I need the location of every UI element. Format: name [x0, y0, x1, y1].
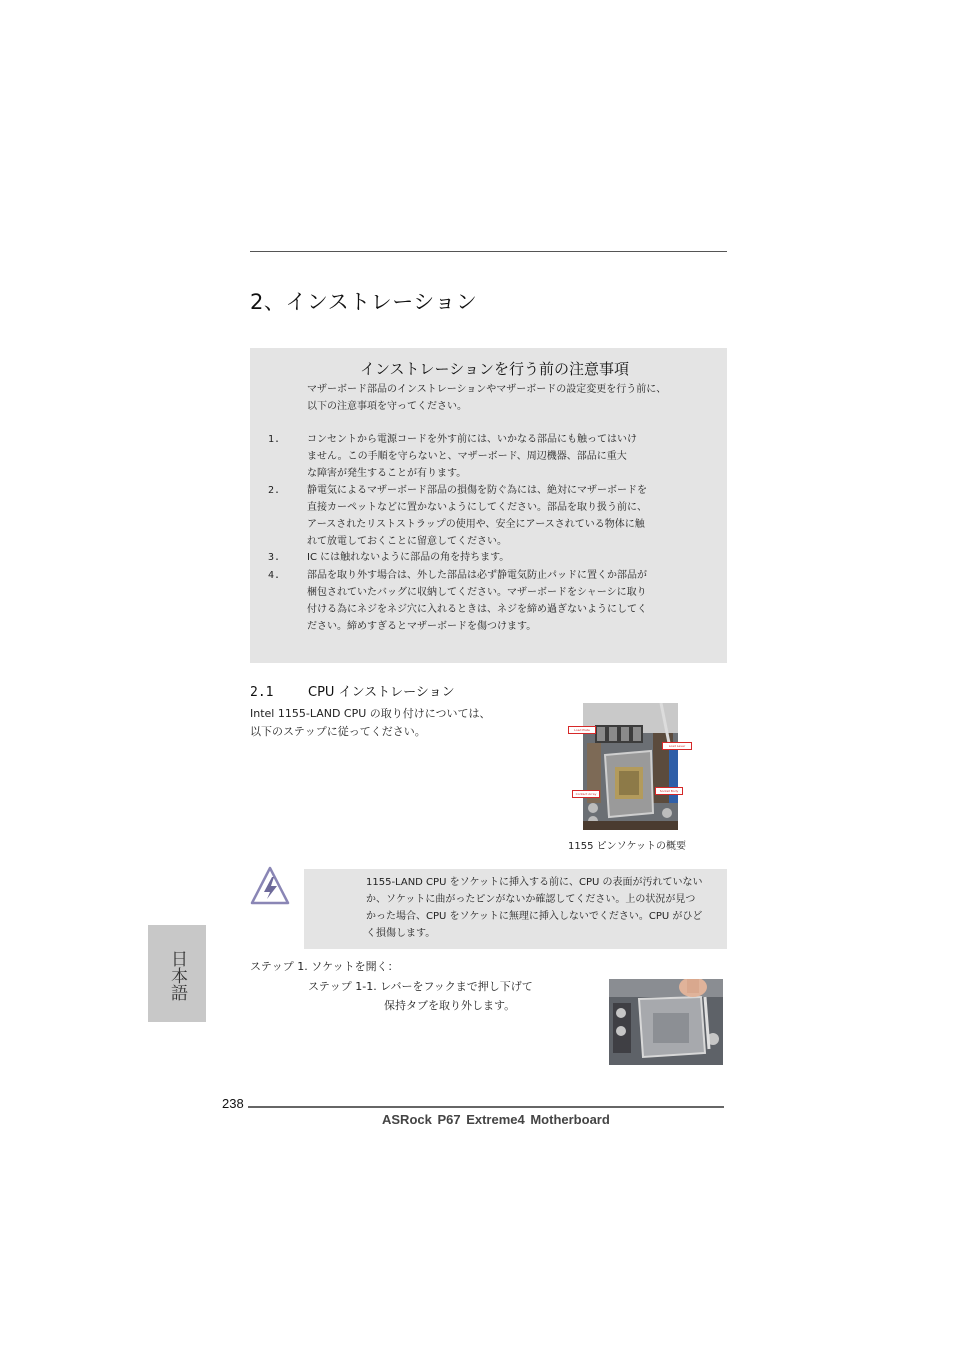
footer-product: ASRock P67 Extreme4 Motherboard [382, 1112, 610, 1127]
step-1-1-line-2: 保持タブを取り外します。 [384, 999, 516, 1012]
step-1-1-line-1: ステップ 1-1. レバーをフックまで押し下げて [308, 980, 533, 993]
notice-item-1-line: ません。この手順を守らないと、マザーボード、周辺機器、部品に重大 [307, 451, 627, 462]
notice-item-2-number: 2. [268, 485, 281, 496]
label-contact-array: Contact Array [572, 790, 600, 798]
label-load-lever: Load Lever [662, 742, 692, 750]
figure-caption: 1155 ピンソケットの概要 [568, 841, 687, 852]
section-title-text: CPU インストレーション [308, 685, 455, 700]
notice-item-2-line: 静電気によるマザーボード部品の損傷を防ぐ為には、絶対にマザーボードを [307, 485, 647, 496]
page-number: 238 [222, 1096, 244, 1111]
notice-item-4-line: 部品を取り外す場合は、外した部品は必ず静電気防止パッドに置くか部品が [307, 570, 647, 581]
section-number: 2.1 [250, 685, 274, 700]
step-photo-drawing [609, 979, 723, 1065]
step-1-heading: ステップ 1. ソケットを開く： [250, 960, 399, 973]
warning-line: 1155-LAND CPU をソケットに挿入する前に、CPU の表面が汚れていない [366, 877, 703, 888]
notice-item-3-line: IC には触れないように部品の角を持ちます。 [307, 552, 510, 563]
notice-item-4-number: 4. [268, 570, 281, 581]
notice-item-2-line: 直接カーペットなどに置かないようにしてください。部品を取り扱う前に、 [307, 502, 647, 513]
notice-item-2-line: アースされたリストストラップの使用や、安全にアースされている物体に触 [307, 519, 645, 530]
warning-text [366, 874, 702, 942]
notice-item-3-number: 3. [268, 552, 281, 563]
language-side-tab-label: 日本語 [167, 949, 187, 1001]
label-socket-body: Socket Body [655, 787, 683, 795]
notice-item-2-line: れて放電しておくことに留意してください。 [307, 536, 507, 547]
warning-line: か、ソケットに曲がったピンがないか確認してください。上の状況が見つ [366, 894, 696, 905]
step-1-1-photo [609, 979, 723, 1065]
section-intro-line: Intel 1155-LAND CPU の取り付けについては、 [250, 707, 491, 720]
warning-triangle-icon [250, 866, 290, 906]
notice-item-1-line: な障害が発生することが有ります。 [307, 468, 467, 479]
warning-line: く損傷します。 [366, 928, 436, 939]
section-intro [250, 705, 491, 741]
notice-item-1-line: コンセントから電源コードを外す前には、いかなる部品にも触ってはいけ [307, 434, 637, 445]
socket-photo-drawing [583, 703, 678, 830]
label-load-plate: Load Plate [568, 726, 596, 734]
notice-item-4-line: 梱包されていたバッグに収納してください。マザーボードをシャーシに取り [307, 587, 647, 598]
footer-rule [248, 1106, 724, 1108]
top-rule [250, 251, 727, 252]
section-intro-line: 以下のステップに従ってください。 [250, 725, 426, 738]
notice-item-4-line: ださい。締めすぎるとマザーボードを傷つけます。 [307, 621, 537, 632]
notice-heading: インストレーションを行う前の注意事項 [360, 360, 629, 378]
notice-intro-line-2: 以下の注意事項を守ってください。 [307, 401, 467, 412]
notice-item-1-number: 1. [268, 434, 281, 445]
notice-item-4-line: 付ける為にネジをネジ穴に入れるときは、ネジを締め過ぎないようにしてく [307, 604, 647, 615]
socket-overview-photo [583, 703, 678, 830]
warning-line: かった場合、CPU をソケットに無理に挿入しないでください。CPU がひど [366, 911, 703, 922]
section-title [250, 681, 455, 700]
chapter-title: 2、インストレーション [250, 290, 478, 314]
notice-intro-line-1: マザーボード部品のインストレーションやマザーボードの設定変更を行う前に、 [307, 384, 667, 395]
